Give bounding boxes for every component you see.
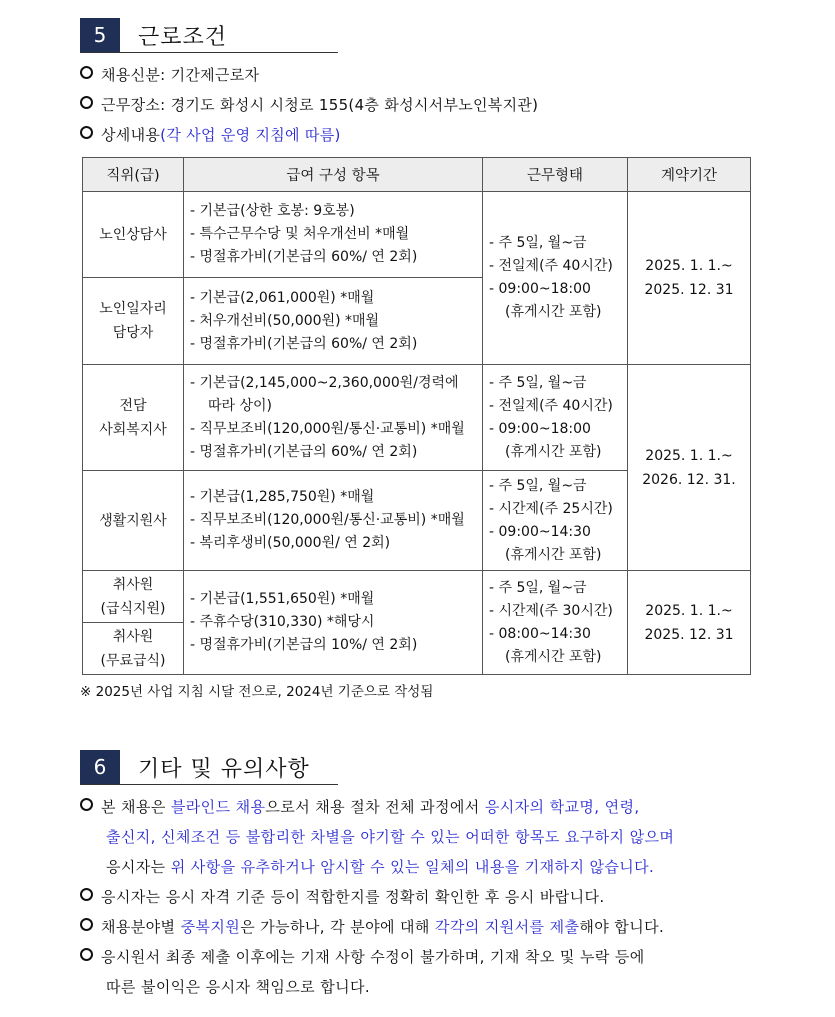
bullet-employment-type: 채용신분: 기간제근로자: [80, 65, 259, 85]
work-type-cell: - 주 5일, 월~금 - 시간제(주 25시간) - 09:00~14:30 (휴게시간 포함): [483, 471, 628, 571]
header-contract-term: 계약기간: [628, 158, 751, 192]
position-cell: 취사원 (급식지원): [83, 571, 184, 623]
section-6-number: 6: [80, 750, 120, 784]
table-row: [83, 192, 751, 278]
notice-multiple-applications: 채용분야별 중복지원은 가능하나, 각 분야에 대해 각각의 지원서를 제출해야 합니다.: [80, 912, 664, 942]
position-cell: 노인일자리 담당자: [83, 278, 184, 365]
header-position: 직위(급): [83, 158, 184, 192]
position-cell: 취사원 (무료급식): [83, 623, 184, 675]
table-row: [83, 571, 751, 623]
section-6-header: [80, 750, 338, 785]
position-cell: 생활지원사: [83, 471, 184, 571]
circle-bullet-icon: [80, 96, 93, 109]
section-6-title: 기타 및 유의사항: [138, 756, 310, 782]
section-5-title: 근로조건: [138, 24, 228, 50]
pay-cell: - 기본급(상한 호봉: 9호봉) - 특수근무수당 및 처우개선비 *매월 - 명절휴가비(기본급의 60%/ 연 2회): [184, 192, 483, 278]
pay-cell: - 기본급(2,145,000~2,360,000원/경력에 따라 상이) - 직무보조비(120,000원/통신·교통비) *매월 - 명절휴가비(기본급의 60%/ 연 2회): [184, 365, 483, 471]
section-5-number: 5: [80, 18, 120, 52]
table-row: [83, 365, 751, 471]
table-header-row: [83, 158, 751, 192]
bullet-work-location: 근무장소: 경기도 화성시 시청로 155(4층 화성시서부노인복지관): [80, 95, 538, 115]
bullet-details: 상세내용(각 사업 운영 지침에 따름): [80, 125, 341, 145]
section-5-header: [80, 18, 338, 53]
circle-bullet-icon: [80, 126, 93, 139]
notice-check-eligibility: 응시자는 응시 자격 기준 등이 적합한지를 정확히 확인한 후 응시 바랍니다.: [80, 882, 605, 912]
pay-cell: - 기본급(2,061,000원) *매월 - 처우개선비(50,000원) *매월 - 명절휴가비(기본급의 60%/ 연 2회): [184, 278, 483, 365]
position-cell: 전담 사회복지사: [83, 365, 184, 471]
contract-term-cell: 2025. 1. 1.~ 2026. 12. 31.: [628, 365, 751, 571]
contract-term-cell: 2025. 1. 1.~ 2025. 12. 31: [628, 192, 751, 365]
circle-bullet-icon: [80, 888, 93, 901]
table-footnote: ※ 2025년 사업 지침 시달 전으로, 2024년 기준으로 작성됨: [80, 684, 434, 700]
working-conditions-table: [82, 157, 751, 675]
circle-bullet-icon: [80, 66, 93, 79]
position-cell: 노인상담사: [83, 192, 184, 278]
circle-bullet-icon: [80, 798, 93, 811]
contract-term-cell: 2025. 1. 1.~ 2025. 12. 31: [628, 571, 751, 675]
notice-blind-hiring: 본 채용은 블라인드 채용으로서 채용 절차 전체 과정에서 응시자의 학교명, 연령, 출신지, 신체조건 등 불합리한 차별을 야기할 수 있는 어떠한 항목도 요구하지 않으며 응시자는 위 사항을 유추하거나 암시할 수 있는 일체의 내용을 기재하지 않습니다.: [80, 792, 674, 882]
pay-cell: - 기본급(1,285,750원) *매월 - 직무보조비(120,000원/통신·교통비) *매월 - 복리후생비(50,000원/ 연 2회): [184, 471, 483, 571]
notice-no-modification: 응시원서 최종 제출 이후에는 기재 사항 수정이 불가하며, 기재 착오 및 누락 등에 따른 불이익은 응시자 책임으로 합니다.: [80, 942, 645, 1002]
header-pay: 급여 구성 항목: [184, 158, 483, 192]
circle-bullet-icon: [80, 918, 93, 931]
circle-bullet-icon: [80, 948, 93, 961]
header-work-type: 근무형태: [483, 158, 628, 192]
pay-cell: - 기본급(1,551,650원) *매월 - 주휴수당(310,330) *해당시 - 명절휴가비(기본급의 10%/ 연 2회): [184, 571, 483, 675]
work-type-cell: - 주 5일, 월~금 - 전일제(주 40시간) - 09:00~18:00 (휴게시간 포함): [483, 192, 628, 365]
work-type-cell: - 주 5일, 월~금 - 전일제(주 40시간) - 09:00~18:00 (휴게시간 포함): [483, 365, 628, 471]
work-type-cell: - 주 5일, 월~금 - 시간제(주 30시간) - 08:00~14:30 (휴게시간 포함): [483, 571, 628, 675]
